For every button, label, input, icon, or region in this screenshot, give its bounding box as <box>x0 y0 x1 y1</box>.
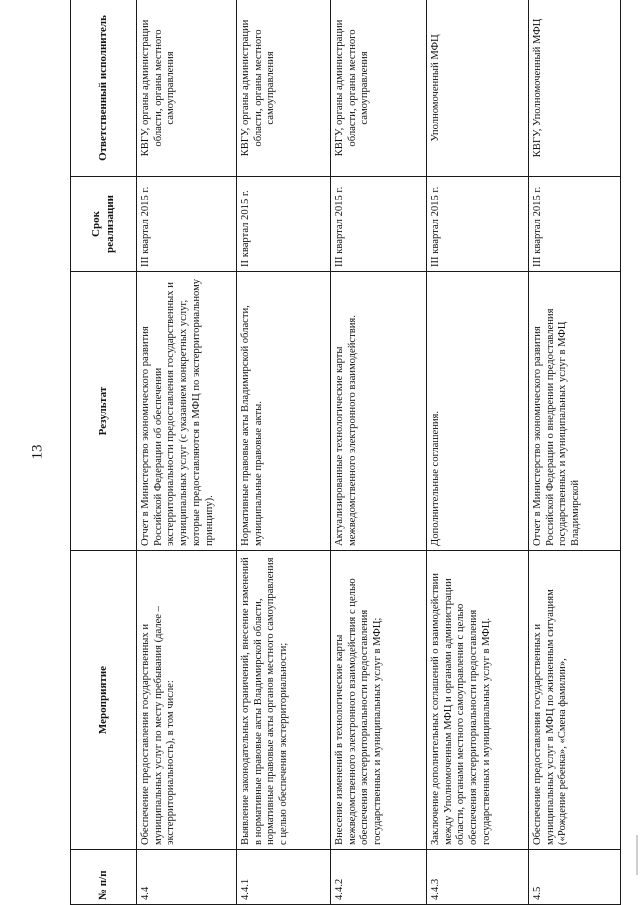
row-num: 4.4 <box>137 850 237 905</box>
row-num: 4.4.3 <box>427 850 529 905</box>
row-result: Актуализированные технологические карты межведомственного электронного взаимодействия. <box>331 272 427 551</box>
row-activity: Обеспечение предоставления государственных и муниципальных услуг в МФЦ по жизненным ситуациям («Рождение ребенка», «Смена фамилии», <box>529 551 621 850</box>
table-row <box>237 0 331 905</box>
scan-edge-mark <box>636 835 638 875</box>
header-result: Результат <box>71 272 137 551</box>
header-activity: Мероприятие <box>71 551 137 850</box>
row-activity: Обеспечение предоставления государственных и муниципальных услуг по месту пребывания (далее – экстерриториальность), в том числе: <box>137 551 237 850</box>
page-number: 13 <box>29 444 46 460</box>
row-num: 4.4.1 <box>237 850 331 905</box>
row-term: III квартал 2015 г. <box>529 177 621 272</box>
row-responsible: КВГУ, Уполномоченный МФЦ <box>529 0 621 177</box>
row-num: 4.4.2 <box>331 850 427 905</box>
table-row <box>137 0 237 905</box>
table-row <box>331 0 427 905</box>
header-responsible: Ответственный исполнитель <box>71 0 137 177</box>
row-activity: Заключение дополнительных соглашений о взаимодействии между Уполномоченным МФЦ и органами администрации области, органами местного самоуправления с целью обеспечения экстерриториальности предоставления государственных и муниципальных услуг в МФЦ. <box>427 551 529 850</box>
row-term: III квартал 2015 г. <box>137 177 237 272</box>
row-result: Отчет в Министерство экономического развития Российской Федерации о внедрении предоставления государственных и муниципальных услуг в МФЦ Владимирской <box>529 272 621 551</box>
row-result: Отчет в Министерство экономического развития Российской Федерации об обеспечении экстерриториальности предоставления государственных и муниципальных услуг (с указанием конкретных услуг, которые предоставляются в МФЦ по экстерриториальному принципу). <box>137 272 237 551</box>
activities-table <box>70 0 621 905</box>
header-num: № п/п <box>71 850 137 905</box>
row-responsible: КВГУ, органы администрации области, органы местного самоуправления <box>137 0 237 177</box>
row-activity: Внесение изменений в технологические карты межведомственного электронного взаимодействия с целью обеспечения экстерриториальности предоставления государственных и муниципальных услуг в МФЦ; <box>331 551 427 850</box>
row-responsible: Уполномоченный МФЦ <box>427 0 529 177</box>
row-num: 4.5 <box>529 850 621 905</box>
row-responsible: КВГУ, органы администрации области, органы местного самоуправления <box>331 0 427 177</box>
row-activity: Выявление законодательных ограничений, внесение изменений в нормативные правовые акты Владимирской области, нормативные правовые акты органов местного самоуправления с целью обеспечения экстерриториальности; <box>237 551 331 850</box>
row-result: Нормативные правовые акты Владимирской области, муниципальные правовые акты. <box>237 272 331 551</box>
row-term: III квартал 2015 г. <box>331 177 427 272</box>
row-result: Дополнительные соглашения. <box>427 272 529 551</box>
header-term: Срок реализации <box>71 177 137 272</box>
row-term: III квартал 2015 г. <box>427 177 529 272</box>
row-responsible: КВГУ, органы администрации области, органы местного самоуправления <box>237 0 331 177</box>
rotated-document <box>70 15 620 905</box>
row-term: II квартал 2015 г. <box>237 177 331 272</box>
table-header-row <box>71 0 137 905</box>
table-row <box>529 0 621 905</box>
table-row <box>427 0 529 905</box>
